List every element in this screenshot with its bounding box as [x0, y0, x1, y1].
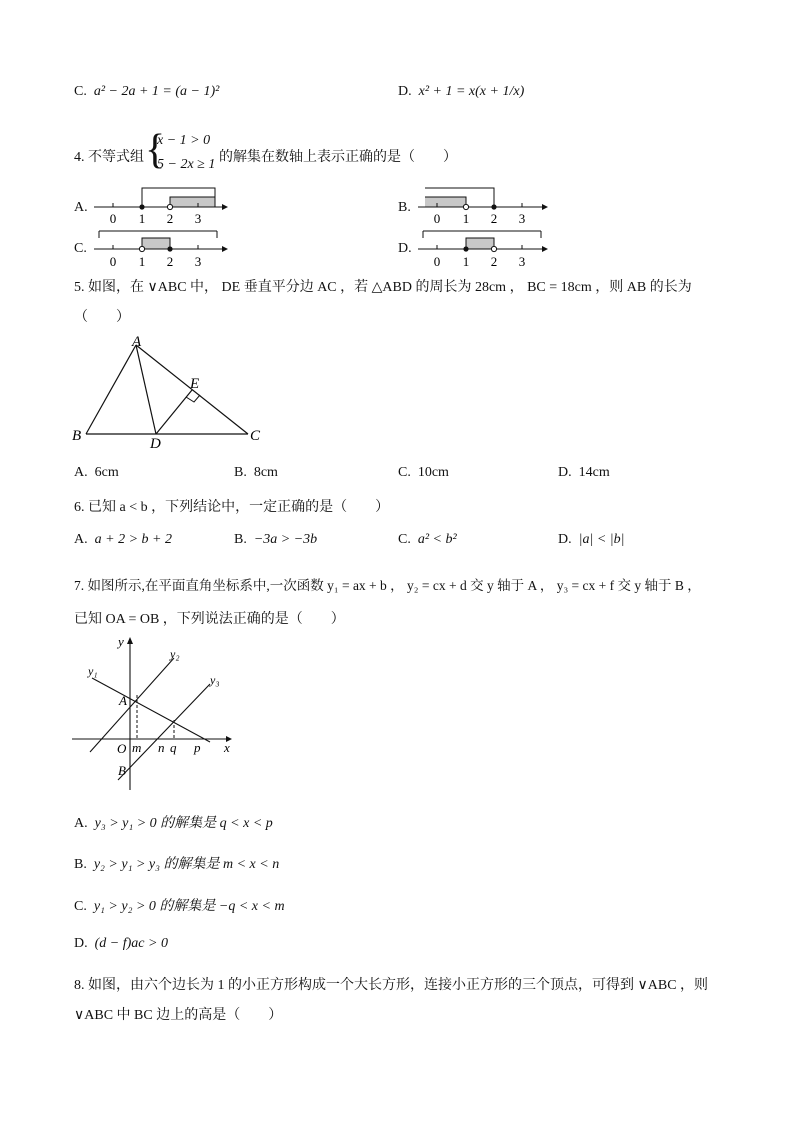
- q7-option-b: B. y₂ > y₁ > y₃ 的解集是 m < x < n: [74, 857, 280, 872]
- q6-option-a: A. a + 2 > b + 2: [74, 532, 172, 547]
- q5-option-a: A. 6cm: [74, 465, 119, 480]
- tick-2: 2: [490, 254, 498, 269]
- y2-label: y₂: [170, 647, 180, 661]
- p-label: p: [194, 740, 201, 755]
- q8-stem-line1: 8. 如图，由六个边长为 1 的小正方形构成一个大长方形，连接小正方形的三个顶点，可得到 ∨ABC ，则: [74, 978, 709, 993]
- tick-0: 0: [109, 254, 117, 269]
- tick-3: 3: [518, 211, 526, 226]
- y3-label: y₃: [210, 673, 220, 687]
- q6-stem: 6. 已知 a < b ，下列结论中，一定正确的是（ ）: [74, 500, 390, 515]
- q3-option-c-expr: a² − 2a + 1 = (a − 1)²: [93, 84, 220, 99]
- q4-number-line-d: [418, 229, 568, 269]
- q5-paren: （ ）: [74, 310, 130, 325]
- q4-stem-suffix: 的解集在数轴上表示正确的是（ ）: [219, 150, 457, 165]
- q6-option-c: C. a² < b²: [398, 532, 457, 547]
- tick-1: 1: [138, 211, 146, 226]
- point-b-label: B: [72, 428, 82, 444]
- q7-option-a: A. y₃ > y₁ > 0 的解集是 q < x < p: [74, 816, 273, 831]
- q4-option-b-label: B.: [398, 200, 411, 215]
- point-a-label: A: [119, 693, 127, 708]
- tick-3: 3: [518, 254, 526, 269]
- tick-3: 3: [194, 211, 202, 226]
- q5-stem: 5. 如图，在 ∨ABC 中， DE 垂直平分边 AC ，若 △ABD 的周长为 28cm ， BC = 18cm ，则 AB 的长为: [74, 280, 692, 295]
- tick-0: 0: [433, 211, 441, 226]
- point-c-label: C: [250, 428, 261, 444]
- q4-option-a-label: A.: [74, 200, 88, 215]
- q4-system-brace: {: [145, 127, 166, 173]
- q4-inequality-1: x − 1 > 0: [157, 133, 211, 148]
- tick-0: 0: [109, 211, 117, 226]
- origin-label: O: [117, 741, 127, 756]
- q6-option-d: D. |a| < |b|: [558, 532, 625, 547]
- tick-2: 2: [490, 211, 498, 226]
- q7-option-d: D. (d − f)ac > 0: [74, 936, 168, 951]
- q7-stem-line1: 7. 如图所示,在平面直角坐标系中,一次函数 y₁ = ax + b ， y₂ = cx + d 交 y 轴于 A ， y₃ = cx + f 交 y 轴于 B ，: [74, 578, 701, 593]
- q5-option-b: B. 8cm: [234, 465, 278, 480]
- q4-number-line-c: [94, 229, 234, 269]
- point-b-label: B: [118, 763, 126, 778]
- q4-number-line-a: [94, 186, 234, 226]
- tick-0: 0: [433, 254, 441, 269]
- q5-triangle-figure: [70, 334, 270, 452]
- tick-2: 2: [166, 254, 174, 269]
- q5-option-c: C. 10cm: [398, 465, 449, 480]
- q4-inequality-2: 5 − 2x ≥ 1: [157, 157, 216, 172]
- q3-option-c: C. a² − 2a + 1 = (a − 1)²: [74, 84, 220, 99]
- q8-stem-line2: ∨ABC 中 BC 边上的高是（ ）: [74, 1008, 283, 1023]
- q6-option-b: B. −3a > −3b: [234, 532, 318, 547]
- point-e-label: E: [190, 376, 200, 392]
- q7-option-c: C. y₁ > y₂ > 0 的解集是 −q < x < m: [74, 899, 285, 914]
- q7-coordinate-graph: [70, 632, 245, 792]
- tick-2: 2: [166, 211, 174, 226]
- point-a-label: A: [132, 334, 142, 350]
- point-d-label: D: [150, 436, 161, 452]
- q4-number-line-b: [418, 186, 568, 226]
- q4-stem: 4. 不等式组: [74, 150, 144, 165]
- m-label: m: [132, 740, 142, 755]
- x-axis-label: x: [224, 740, 230, 755]
- y-axis-label: y: [118, 634, 124, 649]
- q3-option-d-expr: x² + 1 = x(x + 1/x): [418, 84, 525, 99]
- q-label: q: [170, 740, 177, 755]
- tick-1: 1: [462, 254, 470, 269]
- q7-stem-line2: 已知 OA = OB ，下列说法正确的是（ ）: [74, 612, 345, 627]
- n-label: n: [158, 740, 165, 755]
- q4-option-d-label: D.: [398, 241, 412, 256]
- tick-1: 1: [462, 211, 470, 226]
- q5-option-d: D. 14cm: [558, 465, 610, 480]
- y1-label: y₁: [88, 664, 98, 678]
- tick-1: 1: [138, 254, 146, 269]
- q4-option-c-label: C.: [74, 241, 87, 256]
- q3-option-d: D. x² + 1 = x(x + 1/x): [398, 84, 525, 99]
- tick-3: 3: [194, 254, 202, 269]
